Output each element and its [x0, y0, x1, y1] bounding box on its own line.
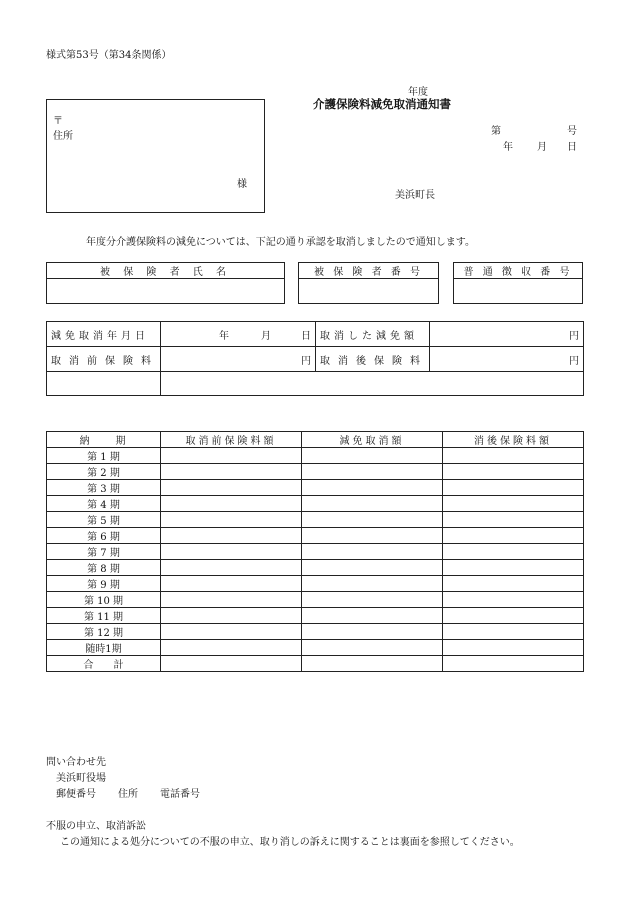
insured-number-header: 被 保 険 者 番 号 [299, 263, 439, 279]
table-row [47, 656, 584, 672]
honorific: 様 [237, 179, 247, 190]
amount-cell[interactable] [161, 560, 302, 576]
amount-cell[interactable] [443, 608, 584, 624]
amount-cell[interactable] [161, 656, 302, 672]
period-label: 第 5 期 [47, 512, 161, 528]
amount-cell[interactable] [302, 544, 443, 560]
table-row [47, 544, 584, 560]
amount-cell[interactable] [161, 448, 302, 464]
page-title: 介護保険料減免取消通知書 [313, 97, 451, 111]
amount-cell[interactable] [161, 576, 302, 592]
amount-cell[interactable] [443, 592, 584, 608]
amount-cell[interactable] [443, 496, 584, 512]
amount-cell[interactable] [302, 448, 443, 464]
amount-cell[interactable] [302, 592, 443, 608]
yen-unit: 円 [569, 355, 579, 367]
period-label: 第 1 期 [47, 448, 161, 464]
amount-cell[interactable] [161, 624, 302, 640]
contact-title: 問い合わせ先 [46, 757, 106, 768]
postal-code-label: 郵便番号 [56, 789, 96, 800]
premium-after-field[interactable] [430, 347, 584, 372]
insured-name-box [46, 262, 285, 304]
amount-cell[interactable] [443, 512, 584, 528]
table-row [47, 448, 584, 464]
amount-cell[interactable] [302, 624, 443, 640]
year-label: 年度 [408, 87, 428, 98]
amount-cell[interactable] [161, 608, 302, 624]
intro-text: 年度分介護保険料の減免については、下記の通り承認を取消しましたので通知します。 [86, 237, 475, 248]
amount-cell[interactable] [443, 576, 584, 592]
period-label: 第 4 期 [47, 496, 161, 512]
amount-cell[interactable] [443, 464, 584, 480]
premium-after-header: 消後保険料額 [443, 432, 584, 448]
amount-cell[interactable] [161, 512, 302, 528]
period-label: 第 6 期 [47, 528, 161, 544]
amount-cell[interactable] [443, 448, 584, 464]
period-label: 随時1期 [47, 640, 161, 656]
cancelled-amount-label: 取消した減免額 [316, 322, 430, 347]
amount-cell[interactable] [302, 512, 443, 528]
amount-cell[interactable] [161, 640, 302, 656]
period-label: 第 7 期 [47, 544, 161, 560]
amount-cell[interactable] [443, 640, 584, 656]
number-dai: 第 [491, 126, 501, 137]
period-label: 第 9 期 [47, 576, 161, 592]
postal-mark: 〒 [53, 116, 63, 127]
phone-label: 電話番号 [160, 789, 200, 800]
period-header: 納 期 [47, 432, 161, 448]
amount-cell[interactable] [443, 624, 584, 640]
cancelled-amount-field[interactable] [430, 322, 584, 347]
amount-cell[interactable] [161, 592, 302, 608]
amount-cell[interactable] [161, 480, 302, 496]
amount-cell[interactable] [302, 560, 443, 576]
amount-cell[interactable] [302, 496, 443, 512]
office-name: 美浜町役場 [56, 773, 106, 784]
period-label: 第 10 期 [47, 592, 161, 608]
table-row [47, 624, 584, 640]
amount-cell[interactable] [302, 528, 443, 544]
cancel-date-field[interactable] [161, 322, 316, 347]
premium-after-label: 取消後保険料 [316, 347, 430, 372]
amount-cell[interactable] [302, 640, 443, 656]
amount-cell[interactable] [443, 528, 584, 544]
cancel-date-year: 年 [219, 331, 229, 342]
form-number: 様式第53号（第34条関係） [46, 50, 172, 61]
date-day: 日 [567, 142, 577, 153]
insured-number-box [298, 262, 439, 304]
table-row [47, 640, 584, 656]
yen-unit: 円 [301, 355, 311, 367]
detail-table [46, 321, 584, 396]
period-table [46, 431, 584, 672]
premium-before-label: 取消前保険料 [47, 347, 161, 372]
amount-cell[interactable] [443, 544, 584, 560]
reduction-cancel-header: 減免取消額 [302, 432, 443, 448]
table-row [47, 576, 584, 592]
number-go: 号 [567, 126, 577, 137]
remarks-field[interactable] [161, 372, 584, 396]
address-label: 住所 [53, 131, 73, 142]
amount-cell[interactable] [302, 608, 443, 624]
insured-name-field[interactable] [47, 279, 285, 304]
premium-before-field[interactable] [161, 347, 316, 372]
table-row [47, 560, 584, 576]
date-year: 年 [503, 142, 513, 153]
table-row [47, 464, 584, 480]
insured-number-field[interactable] [299, 279, 439, 304]
remarks-label-cell [47, 372, 161, 396]
table-row [47, 512, 584, 528]
collection-number-header: 普 通 徴 収 番 号 [454, 263, 583, 279]
amount-cell[interactable] [161, 544, 302, 560]
amount-cell[interactable] [161, 464, 302, 480]
premium-before-header: 取消前保険料額 [161, 432, 302, 448]
period-label: 第 8 期 [47, 560, 161, 576]
issuer: 美浜町長 [395, 190, 435, 201]
cancel-date-day: 日 [301, 331, 311, 342]
insured-name-header: 被 保 険 者 氏 名 [47, 263, 285, 279]
table-row [47, 528, 584, 544]
amount-cell[interactable] [302, 656, 443, 672]
table-row [47, 496, 584, 512]
amount-cell[interactable] [443, 480, 584, 496]
cancel-date-label: 減免取消年月日 [47, 322, 161, 347]
amount-cell[interactable] [302, 480, 443, 496]
address-box[interactable] [46, 99, 265, 213]
amount-cell[interactable] [161, 496, 302, 512]
table-row [47, 592, 584, 608]
amount-cell[interactable] [443, 656, 584, 672]
period-label: 第 2 期 [47, 464, 161, 480]
amount-cell[interactable] [161, 528, 302, 544]
collection-number-field[interactable] [454, 279, 583, 304]
period-label: 第 11 期 [47, 608, 161, 624]
table-row [47, 480, 584, 496]
period-label: 第 12 期 [47, 624, 161, 640]
period-label: 第 3 期 [47, 480, 161, 496]
yen-unit: 円 [569, 330, 579, 342]
cancel-date-month: 月 [261, 331, 271, 342]
appeal-title: 不服の申立、取消訴訟 [46, 821, 146, 832]
date-month: 月 [537, 142, 547, 153]
amount-cell[interactable] [302, 576, 443, 592]
collection-number-box [453, 262, 583, 304]
amount-cell[interactable] [443, 560, 584, 576]
appeal-text: この通知による処分についての不服の申立、取り消しの訴えに関することは裏面を参照してください。 [60, 837, 520, 848]
table-row [47, 608, 584, 624]
footer-address-label: 住所 [118, 789, 138, 800]
amount-cell[interactable] [302, 464, 443, 480]
period-label: 合 計 [47, 656, 161, 672]
